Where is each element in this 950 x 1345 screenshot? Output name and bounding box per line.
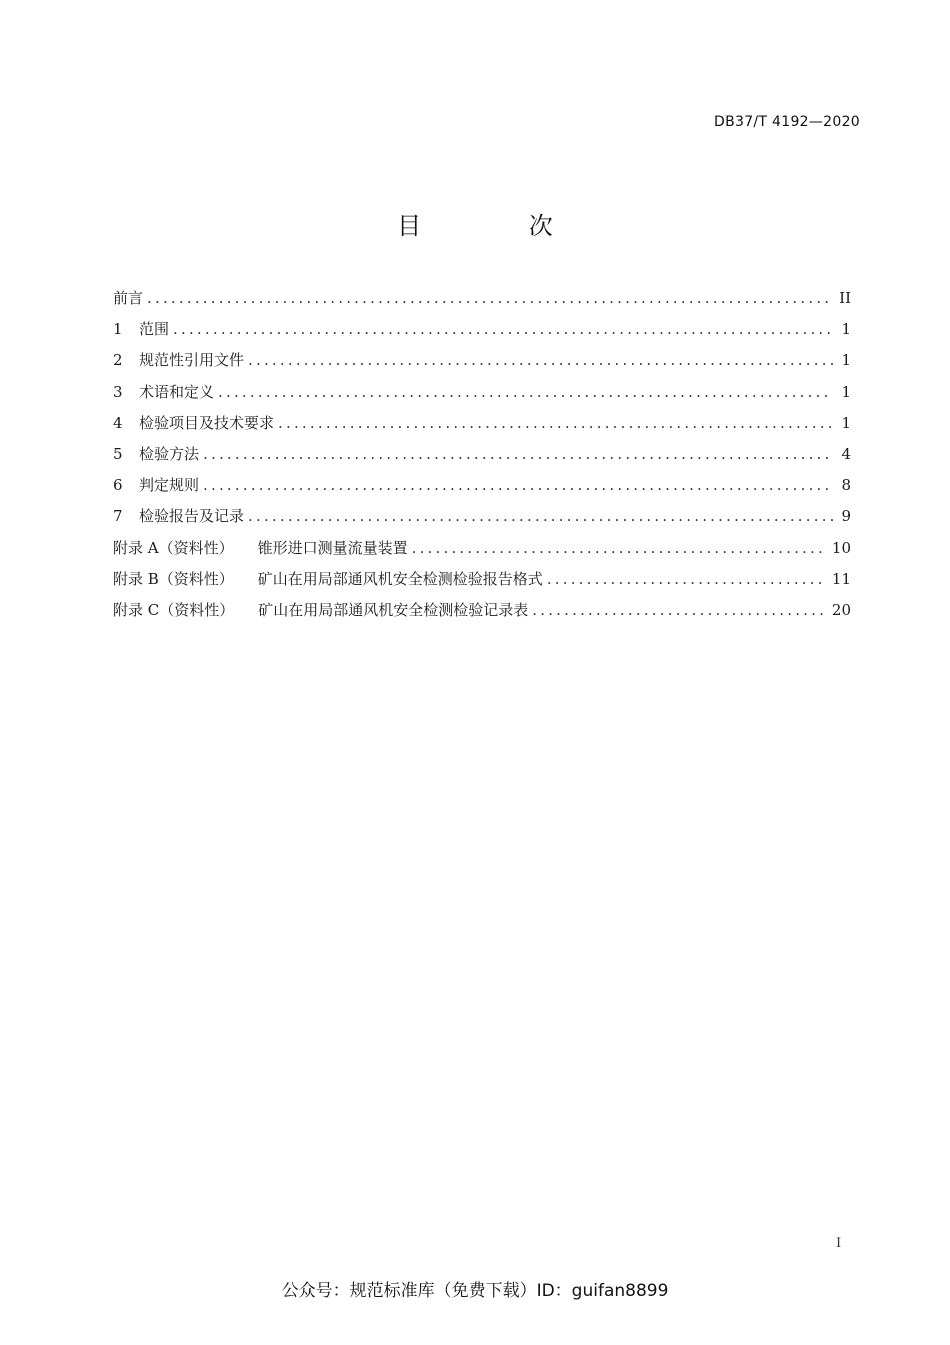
toc-leader-dots xyxy=(218,380,833,404)
toc-entry-page: 1 xyxy=(841,382,851,401)
toc-leader-dots xyxy=(173,317,833,341)
footer-watermark-text: 公众号：规范标准库（免费下载）ID：guifan8899 xyxy=(281,1281,669,1301)
toc-entry-reports-records[interactable] xyxy=(113,504,851,535)
table-of-contents xyxy=(113,286,851,629)
toc-entry-label[interactable]: 前言 xyxy=(113,289,144,307)
toc-entry-label[interactable]: 附录 C（资料性） xyxy=(113,600,235,619)
toc-entry-foreword[interactable] xyxy=(113,286,851,317)
toc-entry-page: II xyxy=(839,289,851,307)
toc-entry-page: 20 xyxy=(831,600,851,619)
toc-entry-page: 1 xyxy=(841,320,851,339)
toc-entry-label[interactable]: 术语和定义 xyxy=(139,382,215,401)
toc-entry-number: 7 xyxy=(113,507,123,526)
toc-entry-judgment-rules[interactable] xyxy=(113,473,851,504)
toc-leader-dots xyxy=(147,286,831,310)
toc-title: 目 次 xyxy=(397,212,603,240)
toc-entry-sublabel[interactable]: 矿山在用局部通风机安全检测检验报告格式 xyxy=(257,569,543,588)
toc-entry-label[interactable]: 检验方法 xyxy=(139,444,200,463)
toc-entry-label[interactable]: 附录 A（资料性） xyxy=(113,538,234,557)
toc-leader-dots xyxy=(547,567,824,591)
toc-entry-page: 1 xyxy=(841,413,851,432)
toc-entry-page: 10 xyxy=(831,538,851,557)
toc-leader-dots xyxy=(248,504,833,528)
toc-entry-appendix-a[interactable] xyxy=(113,536,851,567)
toc-entry-label[interactable]: 规范性引用文件 xyxy=(139,351,245,370)
toc-entry-normative-references[interactable] xyxy=(113,348,851,379)
toc-entry-label[interactable]: 判定规则 xyxy=(139,476,200,495)
toc-entry-inspection-methods[interactable] xyxy=(113,442,851,473)
toc-entry-number: 5 xyxy=(113,444,123,463)
document-code: DB37/T 4192—2020 xyxy=(714,114,860,130)
toc-entry-number: 6 xyxy=(113,476,123,495)
toc-leader-dots xyxy=(532,598,824,622)
toc-leader-dots xyxy=(278,411,833,435)
toc-entry-label[interactable]: 范围 xyxy=(139,320,170,339)
toc-leader-dots xyxy=(203,473,833,497)
toc-entry-page: 1 xyxy=(841,351,851,370)
toc-entry-number: 2 xyxy=(113,351,123,370)
toc-entry-page: 9 xyxy=(841,507,851,526)
toc-entry-label[interactable]: 附录 B（资料性） xyxy=(113,569,234,588)
toc-entry-page: 8 xyxy=(841,476,851,495)
toc-leader-dots xyxy=(248,348,833,372)
toc-entry-label[interactable]: 检验项目及技术要求 xyxy=(139,413,275,432)
toc-entry-number: 4 xyxy=(113,413,123,432)
toc-leader-dots xyxy=(203,442,833,466)
toc-entry-scope[interactable] xyxy=(113,317,851,348)
toc-entry-inspection-items[interactable] xyxy=(113,411,851,442)
toc-entry-number: 3 xyxy=(113,382,123,401)
toc-entry-label[interactable]: 检验报告及记录 xyxy=(139,507,245,526)
toc-entry-appendix-b[interactable] xyxy=(113,567,851,598)
page-number: I xyxy=(836,1236,842,1251)
toc-entry-terms-definitions[interactable] xyxy=(113,380,851,411)
toc-entry-number: 1 xyxy=(113,320,123,339)
toc-leader-dots xyxy=(412,536,824,560)
toc-entry-page: 4 xyxy=(841,444,851,463)
toc-entry-page: 11 xyxy=(831,569,851,588)
toc-entry-sublabel[interactable]: 锥形进口测量流量装置 xyxy=(257,538,408,557)
toc-entry-sublabel[interactable]: 矿山在用局部通风机安全检测检验记录表 xyxy=(258,600,529,619)
toc-entry-appendix-c[interactable] xyxy=(113,598,851,629)
